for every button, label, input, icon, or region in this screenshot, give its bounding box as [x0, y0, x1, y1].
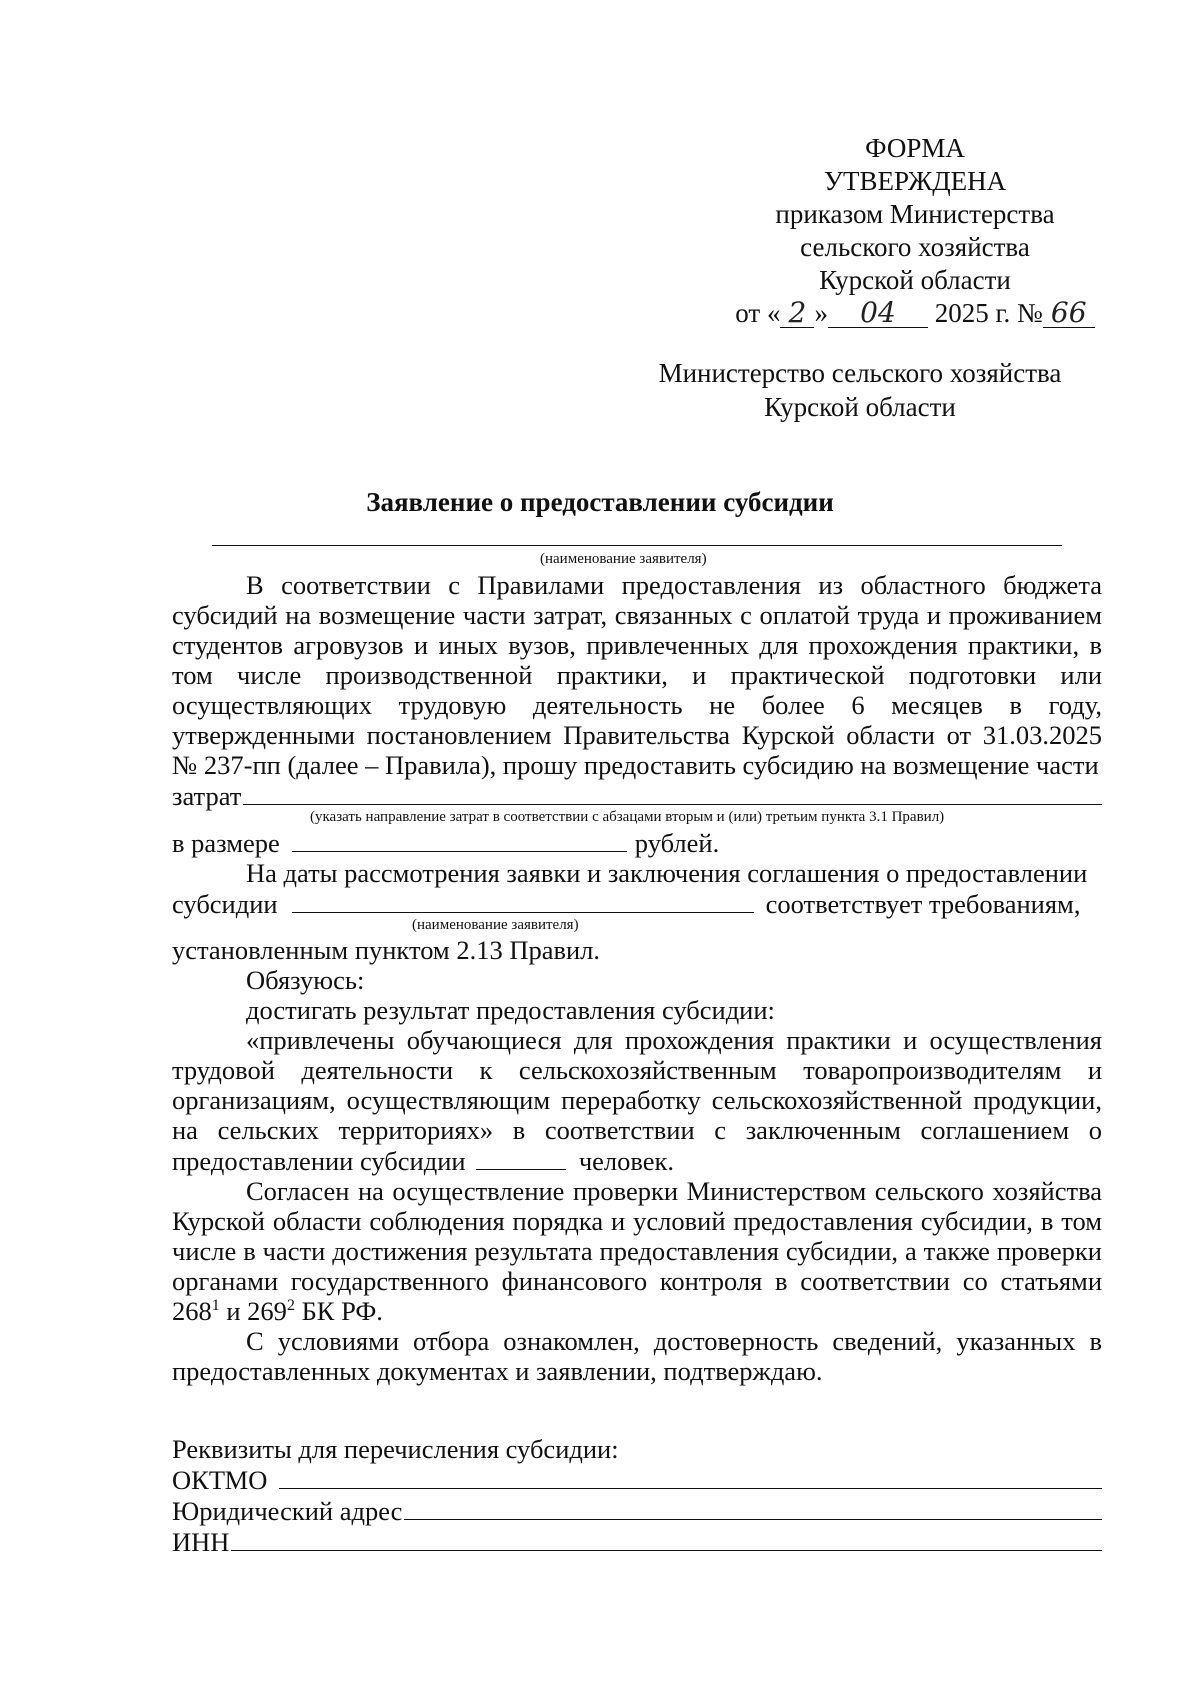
- amount-suffix: рублей.: [634, 828, 720, 858]
- approval-ministry-line: сельского хозяйства: [800, 232, 1030, 262]
- requisites-oktmo-label: ОКТМО: [172, 1465, 268, 1495]
- oktmo-fill-line: [279, 1464, 1102, 1489]
- recipient-line-1: Министерство сельского хозяйства: [658, 358, 1062, 388]
- application-body: [172, 570, 1102, 1557]
- order-number-handwritten: 66: [1043, 299, 1095, 328]
- approval-approved-label: УТВЕРЖДЕНА: [823, 166, 1007, 196]
- paragraph-rules-text: В соответствии с Правилами предоставления из областного бюджета субсидий на возмещение части затрат, связанных с оплатой труда и проживанием студентов агровузов и иных вузов, привлеченных для прохождения практики, в том числе производственной практики, и практической подготовки или осуществляющих трудовую деятельность не более 6 месяцев в году, утвержденными постановлением Правительства Курской области от 31.03.2025 № 237-пп (далее – Правила), прошу предоставить субсидию на возмещение части: [172, 570, 1102, 780]
- approval-date-line: [700, 297, 1130, 330]
- requisites-inn-row: [172, 1526, 1102, 1557]
- requisites-heading: Реквизиты для перечисления субсидии:: [172, 1434, 619, 1464]
- date-day-handwritten: 2: [780, 299, 814, 328]
- costs-label: затрат: [172, 781, 242, 811]
- consent-sup-2: 2: [286, 1297, 295, 1315]
- paragraph-consent: [172, 1176, 1102, 1326]
- requirements-row: [172, 888, 1102, 919]
- costs-caption: (указать направление затрат в соответствии с абзацами вторым и (или) третьим пункта 3.1 Правил): [310, 809, 945, 825]
- result-unit: человек.: [578, 1146, 675, 1176]
- amount-prefix: в размере: [172, 828, 280, 858]
- date-year: 2025 г. №: [934, 298, 1043, 328]
- approval-stamp: [700, 132, 1130, 330]
- address-fill-line: [404, 1495, 1102, 1520]
- requisites-inn-label: ИНН: [172, 1527, 230, 1557]
- recipient-line-2: Курской области: [764, 392, 956, 422]
- date-prefix: от «: [735, 298, 781, 328]
- paragraph-requirements-end: установленным пунктом 2.13 Правил.: [172, 935, 601, 965]
- paragraph-rules: [172, 570, 1102, 780]
- consent-sup-1: 1: [211, 1297, 220, 1315]
- obligation-line: достигать результат предоставления субсидии:: [246, 995, 775, 1025]
- requirements-subsidy-word: субсидии: [172, 889, 278, 919]
- inn-fill-line: [231, 1526, 1102, 1551]
- consent-end: БК РФ.: [301, 1296, 383, 1326]
- applicant-caption: (наименование заявителя): [540, 551, 707, 567]
- date-month-handwritten: 04: [828, 299, 928, 328]
- paragraph-result: [172, 1025, 1102, 1176]
- applicant-name-fill-line: [292, 888, 754, 913]
- amount-fill-line: [292, 827, 627, 852]
- applicant-caption-2: (наименование заявителя): [412, 917, 579, 933]
- approval-region-line: Курской области: [819, 265, 1011, 295]
- document-title: Заявление о предоставлении субсидии: [366, 487, 834, 517]
- amount-row: [172, 827, 1102, 858]
- requisites-address-label: Юридический адрес: [172, 1496, 403, 1526]
- result-text: «привлечены обучающиеся для прохождения практики и осуществления трудовой деятельности к сельскохозяйственным товаропроизводителям и организациям, осуществляющим переработку сельскохозяйственной продукции, на сельских территориях» в соответствии с заключенным соглашением о предоставлении субсидии: [172, 1025, 1102, 1176]
- requirements-complies: соответствует требованиям,: [765, 889, 1081, 919]
- recipient-block: [640, 356, 1080, 424]
- obligation-heading: Обязуюсь:: [246, 965, 365, 995]
- date-mid: »: [814, 298, 828, 328]
- approval-form-label: ФОРМА: [865, 133, 965, 163]
- applicant-name-line: [212, 545, 1062, 546]
- paragraph-requirements-line1: На даты рассмотрения заявки и заключения соглашения о предоставлении: [246, 858, 1088, 888]
- costs-row: [172, 780, 1102, 811]
- requisites-address-row: [172, 1495, 1102, 1526]
- paragraph-confirm: С условиями отбора ознакомлен, достоверность сведений, указанных в предоставленных документах и заявлении, подтверждаю.: [172, 1326, 1102, 1386]
- approval-order-line: приказом Министерства: [775, 199, 1055, 229]
- costs-fill-line: [243, 780, 1102, 805]
- requisites-oktmo-row: [172, 1464, 1102, 1495]
- consent-text: Согласен на осуществление проверки Министерством сельского хозяйства Курской области соблюдения порядка и условий предоставления субсидии, в том числе в части достижения результата предоставления субсидии, а также проверки органами государственного финансового контроля в соответствии со статьями 268: [172, 1176, 1102, 1326]
- people-count-fill-line: [476, 1145, 566, 1170]
- consent-and: и 269: [226, 1296, 287, 1326]
